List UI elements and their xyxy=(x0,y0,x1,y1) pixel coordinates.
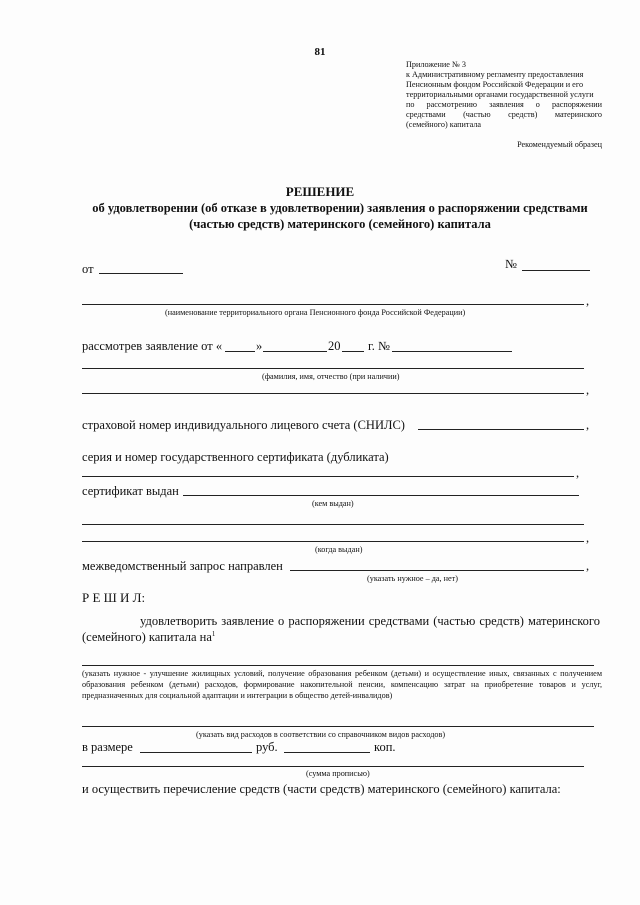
considered-label: рассмотрев заявление от « xyxy=(82,339,223,353)
interdept-label: межведомственный запрос направлен xyxy=(82,559,283,573)
snils-field[interactable] xyxy=(418,429,584,430)
considered-number-label: г. № xyxy=(368,339,390,353)
recommended-sample-label: Рекомендуемый образец xyxy=(517,140,602,149)
decided-heading: Р Е Ш И Л: xyxy=(82,590,146,605)
fio-field-continued[interactable] xyxy=(82,393,584,394)
transfer-text: и осуществить перечисление средств (части средств) материнского (семейного) капитала: xyxy=(82,782,561,796)
considered-day-field[interactable] xyxy=(225,351,255,352)
certificate-field[interactable] xyxy=(82,476,574,477)
appendix-line: средствами (частью средств) материнского xyxy=(406,110,602,119)
issued-label: сертификат выдан xyxy=(82,484,179,498)
document-subtitle xyxy=(0,200,640,232)
issued-by-field[interactable] xyxy=(183,495,579,496)
satisfy-text: (семейного) капитала на xyxy=(82,630,212,645)
page-number: 81 xyxy=(314,46,326,58)
from-label: от xyxy=(82,262,94,276)
interdept-field[interactable] xyxy=(290,570,584,571)
considered-number-field[interactable] xyxy=(392,351,512,352)
issued-when-caption: (когда выдан) xyxy=(315,545,363,554)
issued-when-field[interactable] xyxy=(82,541,584,542)
comma: , xyxy=(586,383,590,397)
org-caption: (наименование территориального органа Пенсионного фонда Российской Федерации) xyxy=(165,308,466,317)
certificate-label: серия и номер государственного сертификата (дубликата) xyxy=(82,450,389,464)
kop-label: коп. xyxy=(374,740,396,754)
snils-label: страховой номер индивидуального лицевого счета (СНИЛС) xyxy=(82,418,405,432)
issued-by-caption: (кем выдан) xyxy=(312,499,354,508)
purpose-field[interactable] xyxy=(82,665,594,666)
footnote-mark: 1 xyxy=(211,630,216,638)
comma: , xyxy=(576,466,580,480)
satisfy-line-1: удовлетворить заявление о распоряжении средствами (частью средств) материнского xyxy=(140,614,600,628)
expense-caption: (указать вид расходов в соответствии со справочником видов расходов) xyxy=(196,730,446,739)
appendix-line: (семейного) капитала xyxy=(406,120,482,129)
considered-quote-close: » xyxy=(256,339,263,353)
considered-year-label: 20 xyxy=(328,339,341,353)
org-name-field[interactable] xyxy=(82,304,584,305)
subtitle-line: об удовлетворении (об отказе в удовлетворении) заявления о распоряжении средствами xyxy=(92,201,588,215)
amount-label: в размере xyxy=(82,740,133,754)
issued-by-field-continued[interactable] xyxy=(82,524,584,525)
comma: , xyxy=(586,294,590,308)
comma: , xyxy=(586,531,590,545)
appendix-line: территориальными органами государственной услуги xyxy=(406,90,594,99)
appendix-line: Пенсионным фондом Российской Федерации и его xyxy=(406,80,584,89)
considered-month-field[interactable] xyxy=(263,351,327,352)
fio-caption: (фамилия, имя, отчество (при наличии) xyxy=(262,372,400,381)
appendix-line: по рассмотрению заявления о распоряжении xyxy=(406,100,602,109)
appendix-note xyxy=(406,60,602,130)
purpose-caption: (указать нужное - улучшение жилищных условий, получение образования ребенком (детьми) и осуществление иных, связанных с получением образования ребенком (детьми) расходов, формирование накопительной пенсии, компенсацию затрат на приобретение товаров и услуг, предназначенных для социальной адаптации и интеграции в общество детей-инвалидов) xyxy=(82,669,602,700)
subtitle-line: (частью средств) материнского (семейного) капитала xyxy=(189,217,491,231)
comma: , xyxy=(586,418,590,432)
number-field[interactable] xyxy=(522,270,590,271)
comma: , xyxy=(586,559,590,573)
expense-type-field[interactable] xyxy=(82,726,594,727)
document-title: РЕШЕНИЕ xyxy=(285,184,355,199)
number-label: № xyxy=(505,257,517,271)
considered-year-field[interactable] xyxy=(342,351,364,352)
from-date-field[interactable] xyxy=(99,273,183,274)
amount-kop-field[interactable] xyxy=(284,752,370,753)
satisfy-line-2 xyxy=(82,630,215,645)
amount-rub-field[interactable] xyxy=(140,752,252,753)
rub-label: руб. xyxy=(256,740,278,754)
amount-words-caption: (сумма прописью) xyxy=(306,769,370,778)
amount-words-field[interactable] xyxy=(82,766,584,767)
fio-field[interactable] xyxy=(82,368,584,369)
appendix-line: Приложение № 3 xyxy=(406,60,466,69)
interdept-caption: (указать нужное – да, нет) xyxy=(367,574,458,583)
appendix-line: к Административному регламенту предоставления xyxy=(406,70,584,79)
